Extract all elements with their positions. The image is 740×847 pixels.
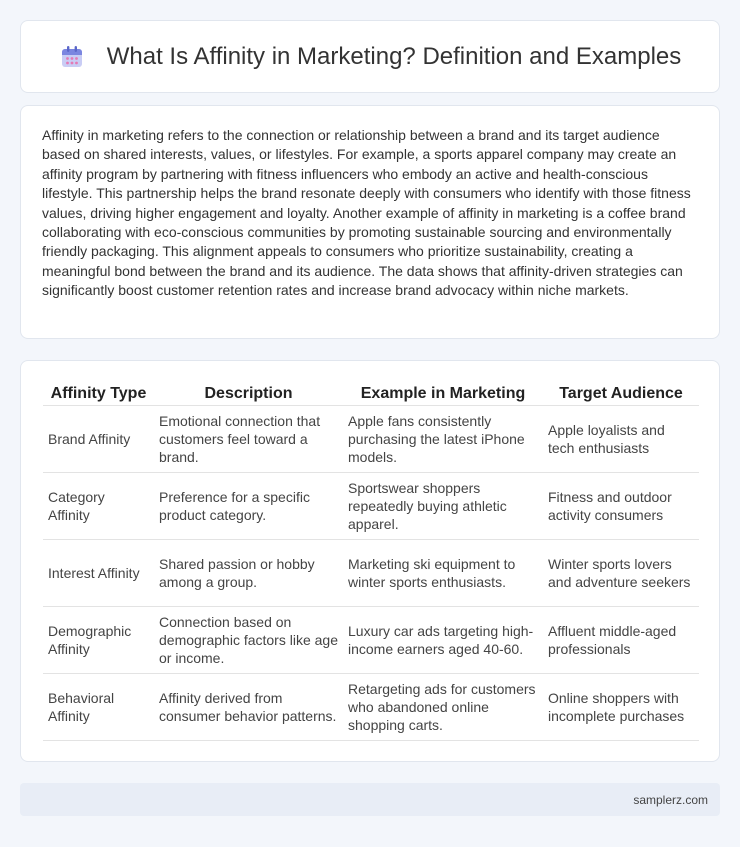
cell-description: Connection based on demographic factors like age or income. [154,606,343,673]
cell-example: Apple fans consistently purchasing the latest iPhone models. [343,405,543,472]
cell-example: Retargeting ads for customers who abandoned online shopping carts. [343,673,543,740]
intro-paragraph: Affinity in marketing refers to the connection or relationship between a brand and its target audience based on shared interests, values, or lifestyles. For example, a sports apparel company may create an affinity program by partnering with fitness influencers who embody an active and health-conscious lifestyle. This partnership helps the brand resonate deeply with consumers who identify with those fitness values, driving higher engagement and loyalty. Another example of affinity in marketing is a coffee brand collaborating with eco-conscious communities by promoting sustainable sourcing and environmentally friendly packaging. This alignment appeals to consumers who prioritize sustainability, creating a meaningful bond between the brand and its audience. The data shows that affinity-driven strategies can significantly boost customer retention rates and increase brand advocacy within niche markets. [42,127,691,299]
table-row [43,539,699,606]
header-affinity-type: Affinity Type [43,381,154,405]
cell-description: Shared passion or hobby among a group. [154,539,343,606]
cell-target-audience: Fitness and outdoor activity consumers [543,472,699,539]
cell-affinity-type: Interest Affinity [43,539,154,606]
table-row [43,606,699,673]
cell-example: Luxury car ads targeting high-income earners aged 40-60. [343,606,543,673]
table-header-row [43,381,699,405]
cell-affinity-type: Category Affinity [43,472,154,539]
affinity-table [43,381,699,741]
table-card [20,360,720,762]
header-description: Description [154,381,343,405]
cell-affinity-type: Brand Affinity [43,405,154,472]
cell-target-audience: Affluent middle-aged professionals [543,606,699,673]
cell-description: Preference for a specific product category. [154,472,343,539]
footer-bar [20,783,720,816]
table-row [43,405,699,472]
cell-example: Marketing ski equipment to winter sports enthusiasts. [343,539,543,606]
calendar-icon [59,44,85,70]
cell-description: Affinity derived from consumer behavior patterns. [154,673,343,740]
cell-description: Emotional connection that customers feel toward a brand. [154,405,343,472]
header-example: Example in Marketing [343,381,543,405]
cell-target-audience: Winter sports lovers and adventure seekers [543,539,699,606]
title-row [59,43,682,71]
table-row [43,472,699,539]
cell-target-audience: Apple loyalists and tech enthusiasts [543,405,699,472]
title-card [20,20,720,93]
cell-affinity-type: Behavioral Affinity [43,673,154,740]
footer-site-link[interactable]: samplerz.com [633,792,708,807]
cell-target-audience: Online shoppers with incomplete purchases [543,673,699,740]
cell-example: Sportswear shoppers repeatedly buying athletic apparel. [343,472,543,539]
table-row [43,673,699,740]
intro-card [20,105,720,339]
cell-affinity-type: Demographic Affinity [43,606,154,673]
page-title: What Is Affinity in Marketing? Definition and Examples [106,42,682,70]
header-target-audience: Target Audience [543,381,699,405]
